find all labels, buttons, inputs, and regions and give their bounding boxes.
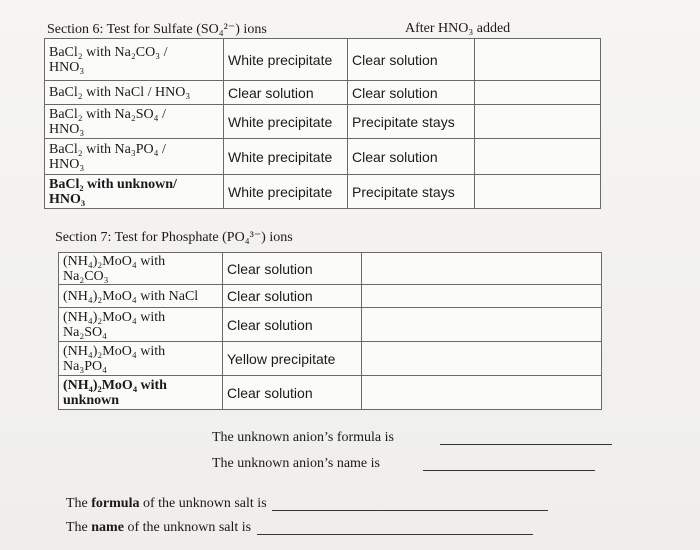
empty-cell	[362, 308, 602, 342]
result-cell: White precipitate	[224, 39, 348, 81]
result-cell: White precipitate	[224, 139, 348, 175]
result-cell: Clear solution	[223, 253, 362, 285]
empty-cell	[475, 175, 601, 209]
after-cell: Clear solution	[348, 39, 475, 81]
empty-cell	[475, 139, 601, 175]
table-row	[45, 81, 601, 105]
empty-cell	[362, 253, 602, 285]
result-cell: Clear solution	[223, 285, 362, 308]
anion-name-blank[interactable]	[423, 469, 595, 471]
result-cell: White precipitate	[224, 175, 348, 209]
table-row	[59, 285, 602, 308]
table-row	[59, 342, 602, 376]
result-cell: Clear solution	[223, 376, 362, 410]
after-cell: Precipitate stays	[348, 105, 475, 139]
row-label: BaCl₂ with Na₂SO₄ / HNO₃	[45, 105, 224, 139]
result-cell: Yellow precipitate	[223, 342, 362, 376]
anion-formula-blank[interactable]	[440, 443, 612, 445]
table-row	[59, 376, 602, 410]
section7-table	[58, 252, 602, 410]
section7-title: Section 7: Test for Phosphate (PO₄³⁻) ions	[55, 230, 293, 245]
row-label: (NH₄)₂MoO₄ with Na₃PO₄	[59, 342, 223, 376]
table-row	[45, 105, 601, 139]
result-cell: Clear solution	[223, 308, 362, 342]
row-label: (NH₄)₂MoO₄ with NaCl	[59, 285, 223, 308]
result-cell: White precipitate	[224, 105, 348, 139]
result-cell: Clear solution	[224, 81, 348, 105]
anion-formula-question: The unknown anion’s formula is	[212, 430, 394, 445]
salt-formula-question: The formula of the unknown salt is	[66, 496, 267, 511]
row-label: (NH₄)₂MoO₄ with unknown	[59, 376, 223, 410]
row-label: (NH₄)₂MoO₄ with Na₂SO₄	[59, 308, 223, 342]
empty-cell	[475, 105, 601, 139]
row-label: BaCl₂ with Na₃PO₄ / HNO₃	[45, 139, 224, 175]
after-cell: Precipitate stays	[348, 175, 475, 209]
salt-name-blank[interactable]	[257, 533, 533, 535]
empty-cell	[362, 342, 602, 376]
salt-formula-blank[interactable]	[272, 509, 548, 511]
after-cell: Clear solution	[348, 139, 475, 175]
row-label: (NH₄)₂MoO₄ with Na₂CO₃	[59, 253, 223, 285]
empty-cell	[362, 285, 602, 308]
section6-title: Section 6: Test for Sulfate (SO₄²⁻) ions	[47, 22, 267, 37]
row-label: BaCl₂ with Na₂CO₃ / HNO₃	[45, 39, 224, 81]
table-row	[59, 253, 602, 285]
section6-table	[44, 38, 601, 209]
table-row	[45, 39, 601, 81]
table-row	[59, 308, 602, 342]
empty-cell	[475, 81, 601, 105]
table-row	[45, 139, 601, 175]
section6-after-label: After HNO₃ added	[405, 21, 511, 36]
after-cell: Clear solution	[348, 81, 475, 105]
salt-name-question: The name of the unknown salt is	[66, 520, 252, 535]
row-label: BaCl₂ with unknown/ HNO₃	[45, 175, 224, 209]
table-row	[45, 175, 601, 209]
anion-name-question: The unknown anion’s name is	[212, 456, 380, 471]
empty-cell	[362, 376, 602, 410]
row-label: BaCl₂ with NaCl / HNO₃	[45, 81, 224, 105]
empty-cell	[475, 39, 601, 81]
